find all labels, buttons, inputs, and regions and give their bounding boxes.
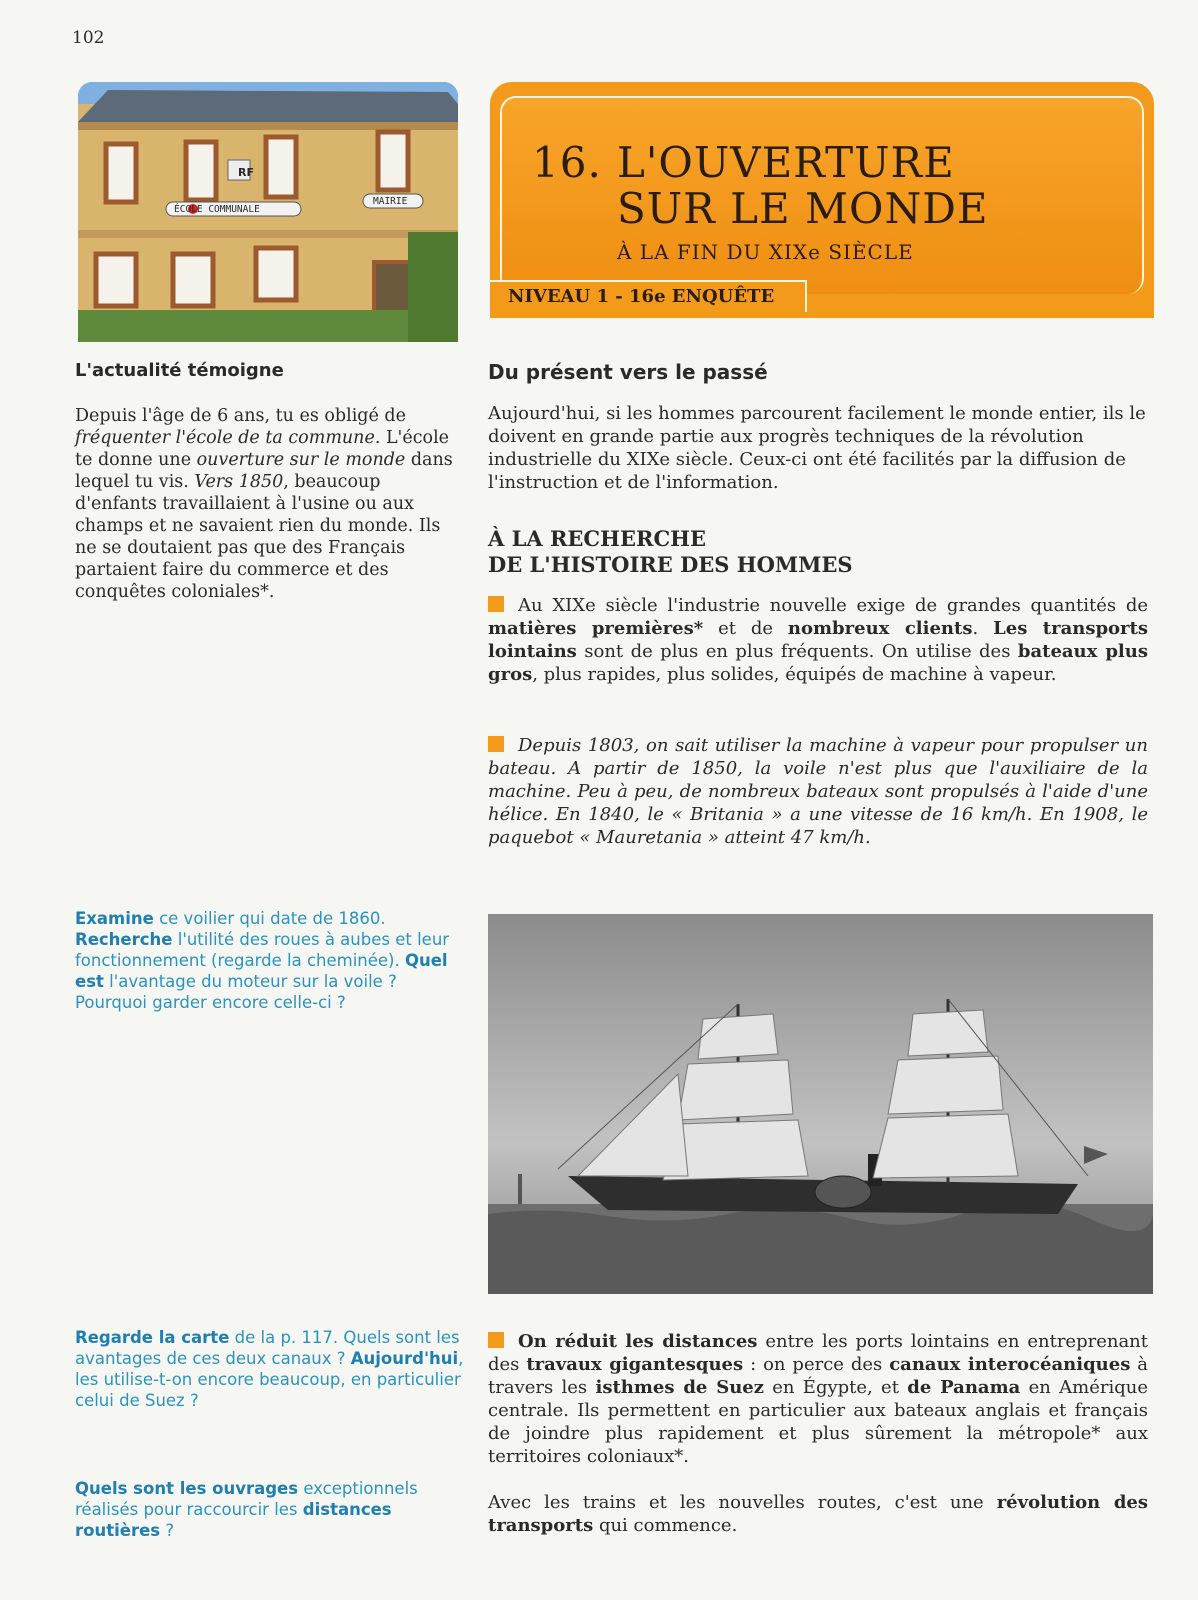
chapter-title-line2: SUR LE MONDE (617, 184, 989, 233)
level-label: NIVEAU 1 - 16e ENQUÊTE (508, 286, 775, 307)
town-hall-sign: MAIRIE (373, 196, 408, 207)
level-tab (490, 280, 807, 312)
chapter-subtitle: À LA FIN DU XIXe SIÈCLE (617, 240, 914, 264)
left-intro-text: Depuis l'âge de 6 ans, tu es obligé de fréquenter l'école de ta commune. L'école te donne une ouverture sur le monde dans lequel tu vis. Vers 1850, beaucoup d'enfants travaillaient à l'usine ou aux champs et ne savaient rien du monde. Ils ne se doutaient pas que des Français partaient faire du commerce et des conquêtes coloniales*. (75, 406, 453, 602)
steamship-engraving (488, 914, 1153, 1294)
intro-paragraph: Aujourd'hui, si les hommes parcourent facilement le monde entier, ils le doivent en grande partie aux progrès techniques de la révolution industrielle du XIXe siècle. Ceux-ci ont été facilités par la diffusion de l'instruction et de l'information. (488, 403, 1146, 493)
chapter-number: 16. (532, 138, 602, 187)
school-photo (78, 82, 458, 342)
school-sign: ÉCOLE COMMUNALE (174, 204, 260, 215)
paragraph-industry: Au XIXe siècle l'industrie nouvelle exige de grandes quantités de matières premières* et de nombreux clients. Les transports lointains sont de plus en plus fréquents. On utilise des bateaux plus gros, plus rapides, plus solides, équipés de machine à vapeur. (488, 595, 1148, 685)
rf-plaque: RF (238, 166, 254, 179)
bullet-square (488, 736, 504, 752)
question-canals: Regarde la carte de la p. 117. Quels sont les avantages de ces deux canaux ? Aujourd'hui, les utilise-t-on encore beaucoup, en particulier celui de Suez ? (75, 1328, 464, 1410)
question-ship: Examine ce voilier qui date de 1860. Recherche l'utilité des roues à aubes et leur fonctionnement (regarde la cheminée). Quel est l'avantage du moteur sur la voile ? Pourquoi garder encore celle-ci ? (75, 909, 450, 1012)
paragraph-steam: Depuis 1803, on sait utiliser la machine à vapeur pour propulser un bateau. A partir de 1850, la voile n'est plus que l'auxiliaire de la machine. Peu à peu, de nombreux bateaux sont propulsés à l'aide d'une hélice. En 1840, le « Britania » a une vitesse de 16 km/h. En 1908, le paquebot « Mauretania » atteint 47 km/h. (488, 735, 1148, 848)
section-heading: Du présent vers le passé (488, 360, 768, 384)
bullet-square (488, 596, 504, 612)
page-number: 102 (72, 28, 105, 48)
research-heading: À LA RECHERCHE DE L'HISTOIRE DES HOMMES (488, 526, 853, 577)
paragraph-canals: On réduit les distances entre les ports lointains en entreprenant des travaux gigantesques : on perce des canaux interocéaniques à travers les isthmes de Suez en Égypte, et de Panama en Amérique centrale. Ils permettent en particulier aux bateaux anglais et français de joindre plus rapidement et plus sûrement la métropole* aux territoires coloniaux*. (488, 1331, 1148, 1467)
left-heading: L'actualité témoigne (75, 360, 284, 381)
chapter-title-line1: L'OUVERTURE (617, 138, 955, 187)
paragraph-revolution: Avec les trains et les nouvelles routes, c'est une révolution des transports qui commence. (488, 1492, 1148, 1536)
bullet-square (488, 1332, 504, 1348)
question-roads: Quels sont les ouvrages exceptionnels réalisés pour raccourcir les distances routières ? (75, 1479, 418, 1540)
